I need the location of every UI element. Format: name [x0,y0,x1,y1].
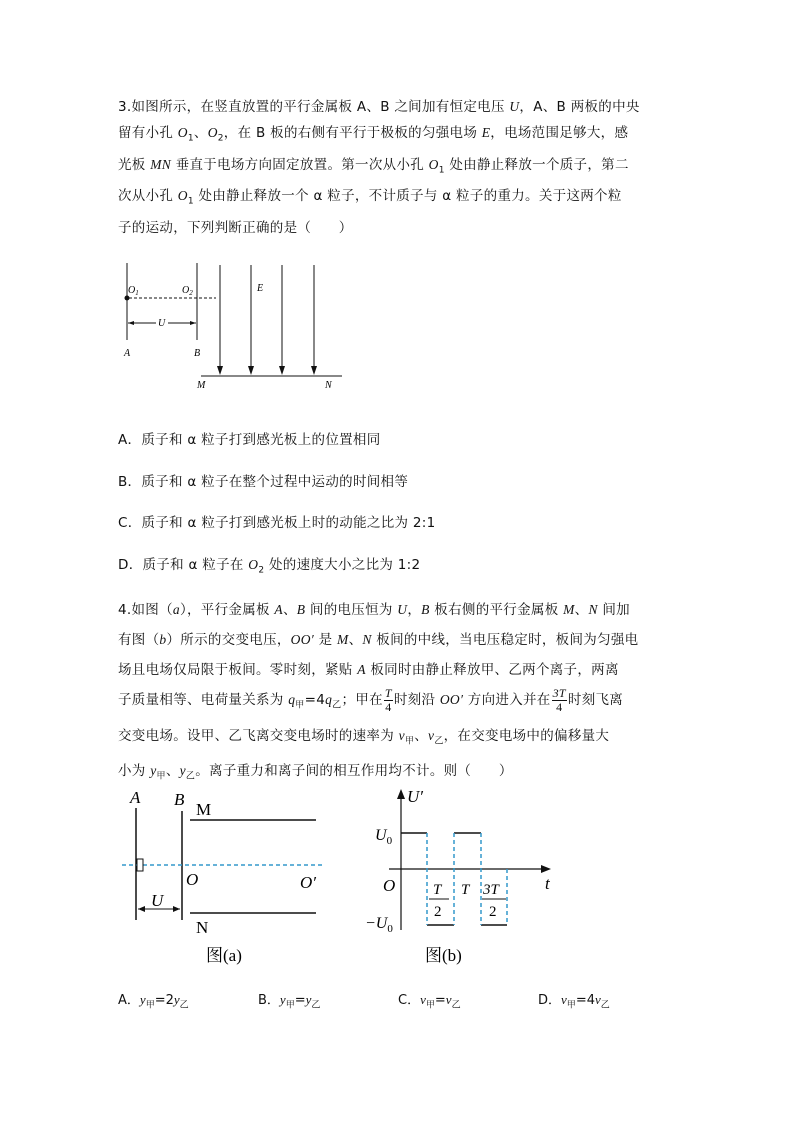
q4-option-C[interactable]: C．$v_甲=v_乙$ [398,992,461,1011]
option-label: C． [118,515,142,531]
q4-option-B[interactable]: B．$y_甲=y_乙$ [258,992,321,1011]
label-M: M [196,800,212,819]
q3-text: ，电场范围足够大，感 [490,125,629,141]
tick-T: T [461,882,470,898]
U-arrow-left-head [128,321,134,325]
q3-option-B[interactable] [118,472,408,492]
q3-text: 、 [193,125,208,141]
tick-3T2-num: 3T [483,882,499,898]
q3-text: 处由静止释放一个质子，第二 [444,156,629,173]
q3-option-D[interactable] [118,555,420,581]
q4-figure-a [118,785,333,970]
label-U-prime: U′ [407,787,423,806]
q3-text: 留有小孔 [118,125,178,141]
q3-text: 次从小孔 [118,188,178,205]
q3-var-O1: O [177,125,188,140]
q4-figure-b [365,785,565,970]
q3-stem [118,94,684,241]
q3-text: ，在 B 板的右侧有平行于极板的匀强电场 [223,125,482,141]
fraction-T-over-4: $\frac{T}{4}$ [384,685,392,714]
q3-text: 子的运动，下列判断正确的是（ ） [118,220,353,237]
label-M: M [197,380,206,391]
tick-T2-den: 2 [434,904,442,920]
option-text: 质子和 α 粒子打到感光板上的位置相同 [141,432,381,448]
option-label: D． [538,993,562,1008]
label-O2: $O_2$ [182,285,193,297]
label-t: t [545,874,550,893]
label-B: B [174,790,185,809]
t-axis-arrow [541,865,551,873]
label-A: A [124,348,131,359]
option-text: 质子和 α 粒子打到感光板上时的动能之比为 2:1 [141,515,436,531]
q3-var-MN: MN [150,156,172,172]
label-N: N [325,380,332,391]
label-O-prime: O′ [300,873,316,892]
q3-sub: 2 [217,133,224,144]
q4-stem: 4.如图（a），平行金属板 A、B 间的电压恒为 U，B 板右侧的平行金属板 M、N 间加 有图（b）所示的交变电压，OO′ 是 M、N 板间的中线，当电压稳定时，板间为匀强电 场且电场仅局限于板间。零时刻，紧贴 A 板同时由静止释放甲、乙两个离子，两离 子质量相等、电荷量关系为 $q_甲=4q_乙$；甲在 $\frac{T}{4}$ 时刻沿 OO′ 方向进入并在 $\frac{3T}{4}$ 时刻飞离 交变电场。设甲、乙飞离交变电场时的速率为 $v_甲$、$v_乙$，在交变电场中的偏移量大 小为 $y_甲$、$y_乙$。离子重力和离子间的相互作用均不计。则（ ） [118,602,639,783]
option-label: B． [118,474,142,490]
q4-option-D[interactable]: D．$v_甲=4v_乙$ [538,992,610,1011]
q3-text: 处由静止释放一个 α 粒子，不计质子与 α 粒子的重力。关于这两个粒 [193,188,622,205]
label-U: U [151,891,164,910]
q3-var-E: E [481,125,491,140]
label-neg-U0: $-U_0$ [365,915,393,935]
fraction-3T-over-4: $\frac{3T}{4}$ [552,685,566,714]
label-U: U [158,318,166,329]
ions [137,859,143,871]
q3-var-O2: O [207,125,218,140]
hole-O1 [125,296,130,301]
q3-figure [110,255,360,395]
q3-text: 垂直于电场方向固定放置。第一次从小孔 [171,156,429,173]
var-O2: O [248,557,259,572]
label-U0: $U_0$ [375,827,393,847]
q3-var-O1: O [177,188,188,204]
q3-sub: 1 [438,165,445,176]
q3-var-O1: O [428,156,439,172]
q3-option-A[interactable] [118,430,381,450]
label-B: B [194,348,201,359]
tick-3T2-den: 2 [489,904,497,920]
q3-var-U: U [509,99,520,114]
option-label: A． [118,432,142,448]
option-text: 质子和 α 粒子在整个过程中运动的时间相等 [141,474,409,490]
sub: 2 [258,565,265,576]
tick-T2-num: T [433,882,442,898]
q4-option-A[interactable]: A．$y_甲=2y_乙$ [118,992,189,1011]
caption-b: 图(b) [425,946,462,965]
option-label: D． [118,557,143,573]
option-text: 质子和 α 粒子在 [142,557,249,573]
label-E: E [257,283,264,294]
caption-a: 图(a) [206,946,242,965]
U-arrow-right-head [190,321,196,325]
label-O: O [383,876,396,895]
label-O: O [186,870,199,889]
q4-number: 4. [118,602,132,618]
label-A: A [130,788,141,807]
option-text: 处的速度大小之比为 1:2 [264,557,421,573]
q3-text: 如图所示，在竖直放置的平行金属板 A、B 之间加有恒定电压 [131,99,510,115]
U-arrow-right-head [173,906,180,912]
q3-option-C[interactable] [118,513,436,533]
q3-text: ，A、B 两板的中央 [519,99,640,115]
option-label: C． [398,993,421,1008]
option-label: A． [118,993,140,1008]
label-N: N [196,918,209,937]
option-label: B． [258,993,280,1008]
field-lines [217,265,317,375]
y-axis-arrow [397,789,405,799]
q3-number: 3. [118,99,132,115]
U-arrow-left-head [138,906,145,912]
label-O1: $O_1$ [128,285,139,297]
q3-sub: 1 [187,133,194,144]
q3-sub: 1 [187,197,194,208]
q3-text: 光板 [118,156,151,173]
